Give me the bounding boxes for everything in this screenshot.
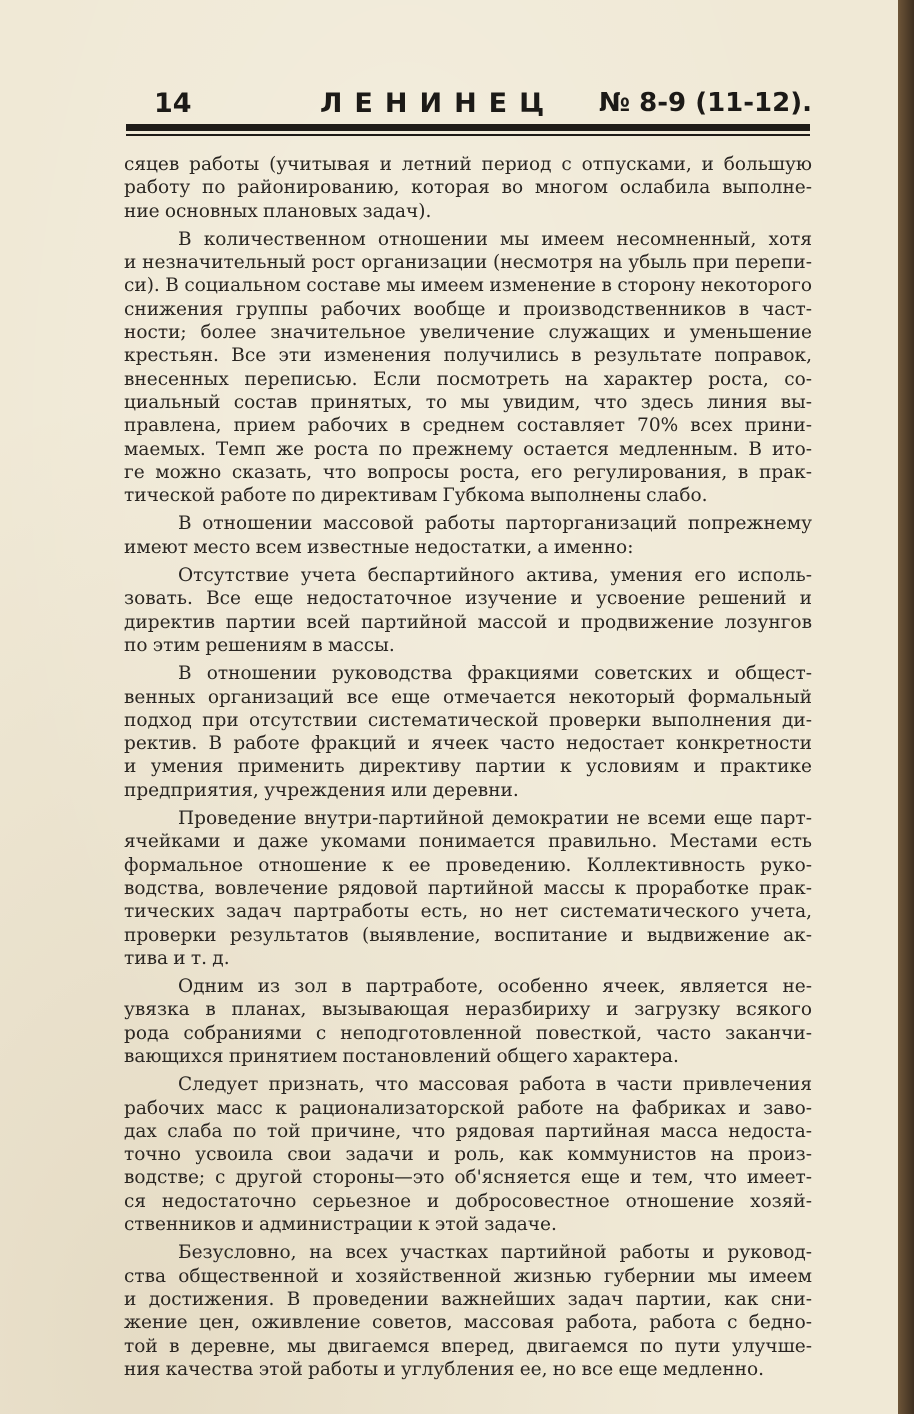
text-line: точно усвоила свои задачи и роль, как коммунистов на произ- <box>124 1144 812 1166</box>
text-line: вающихся принятием постановлений общего характера. <box>124 1045 679 1067</box>
text-line: тической работе по директивам Губкома выполнены слабо. <box>124 485 708 507</box>
text-line: сяцев работы (учитывая и летний период с отпусками, и большую <box>124 154 812 175</box>
text-line: ге можно сказать, что вопросы роста, его регулирования, в прак- <box>124 461 812 483</box>
text-line: ячейками и даже укомами понимается правильно. Местами есть <box>124 831 812 853</box>
text-line: подход при отсутствии систематической проверки выполнения ди- <box>124 709 812 731</box>
text-line: ности; более значительное увеличение служащих и уменьшение <box>124 322 812 344</box>
page-edge-shadow <box>898 0 914 1414</box>
text-line: ния качества этой работы и углубления ее, но все еще медленно. <box>124 1358 765 1380</box>
header-rule-thick <box>126 124 810 131</box>
text-line: маемых. Темп же роста по прежнему остается медленным. В ито- <box>124 438 812 460</box>
text-line: и умения применить директиву партии к условиям и практике <box>124 756 812 778</box>
text-line: тива и т. д. <box>124 947 230 969</box>
text-line: водства, вовлечение рядовой партийной массы к проработке прак- <box>124 877 812 899</box>
issue-number: № 8-9 (11-12). <box>598 88 812 118</box>
journal-title: ЛЕНИНЕЦ <box>320 88 557 119</box>
text-line: ства общественной и хозяйственной жизнью губернии мы имеем <box>124 1265 812 1287</box>
paragraph <box>124 153 812 223</box>
text-line: В отношении руководства фракциями советских и общест- <box>178 663 812 685</box>
text-line: циальный состав принятых, то мы увидим, что здесь линия вы- <box>124 391 812 413</box>
text-line: ся недостаточно серьезное и добросовестное отношение хозяй- <box>124 1190 812 1212</box>
paragraph <box>124 1241 812 1381</box>
text-line: Следует признать, что массовая работа в части привлечения <box>178 1074 812 1096</box>
text-line: директив партии всей партийной массой и продвижение лозунгов <box>124 611 812 633</box>
text-line: имеют место всем известные недостатки, а именно: <box>124 536 634 558</box>
paragraph <box>124 228 812 508</box>
text-line: венных организаций все еще отмечается некоторый формальный <box>124 686 812 708</box>
text-line: дах слаба по той причине, что рядовая партийная масса недоста- <box>124 1120 812 1142</box>
text-line: по этим решениям в массы. <box>124 634 395 656</box>
text-line: и достижения. В проведении важнейших задач партии, как сни- <box>124 1288 812 1310</box>
text-line: проверки результатов (выявление, воспитание и выдвижение ак- <box>124 924 812 946</box>
paragraph <box>124 1073 812 1236</box>
text-line: правлена, прием рабочих в среднем составляет 70% всех прини- <box>124 415 812 437</box>
text-line: зовать. Все еще недостаточное изучение и усвоение решений и <box>124 588 812 610</box>
text-line: рода собраниями с неподготовленной повесткой, часто заканчи- <box>124 1022 812 1044</box>
text-line: и незначительный рост организации (несмотря на убыль при перепи- <box>124 252 812 274</box>
text-line: водстве; с другой стороны—это об'ясняется еще и тем, что имеет- <box>124 1167 812 1189</box>
paragraph <box>124 564 812 657</box>
text-line: Проведение внутри-партийной демократии не всеми еще парт- <box>178 808 812 830</box>
text-line: крестьян. Все эти изменения получились в результате поправок, <box>124 345 812 367</box>
text-line: работу по районированию, которая во многом ослабила выполне- <box>124 177 812 199</box>
text-line: формальное отношение к ее проведению. Коллективность руко- <box>124 854 812 876</box>
text-line: ректив. В работе фракций и ячеек часто недостает конкретности <box>124 733 812 755</box>
text-line: внесенных переписью. Если посмотреть на характер роста, со- <box>124 368 812 390</box>
text-line: жение цен, оживление советов, массовая работа, работа с бедно- <box>124 1312 812 1334</box>
text-line: ние основных плановых задач). <box>124 200 432 222</box>
paragraph <box>124 512 812 559</box>
paragraph <box>124 662 812 802</box>
text-line: Безусловно, на всех участках партийной работы и руковод- <box>178 1242 812 1264</box>
running-header <box>124 88 812 128</box>
text-line: В отношении массовой работы парторганизаций попрежнему <box>178 513 812 535</box>
article-body <box>124 153 812 1386</box>
paragraph <box>124 807 812 970</box>
page-number: 14 <box>154 88 192 119</box>
text-line: предприятия, учреждения или деревни. <box>124 779 519 801</box>
text-line: си). В социальном составе мы имеем изменение в сторону некоторого <box>124 275 812 297</box>
text-line: Отсутствие учета беспартийного актива, умения его исполь- <box>178 565 812 587</box>
text-line: Одним из зол в партработе, особенно ячеек, является не- <box>178 976 812 998</box>
text-line: рабочих масс к рационализаторской работе на фабриках и заво- <box>124 1097 812 1119</box>
text-line: увязка в планах, вызывающая неразбириху и загрузку всякого <box>124 999 812 1021</box>
text-line: ственников и администрации к этой задаче. <box>124 1214 557 1236</box>
text-line: В количественном отношении мы имеем несомненный, хотя <box>178 228 812 250</box>
paragraph <box>124 975 812 1068</box>
text-line: той в деревне, мы двигаемся вперед, двигаемся по пути улучше- <box>124 1335 812 1357</box>
text-line: снижения группы рабочих вообще и производственников в част- <box>124 298 812 320</box>
text-line: тических задач партработы есть, но нет систематического учета, <box>124 901 812 923</box>
header-rule-thin <box>126 134 810 136</box>
